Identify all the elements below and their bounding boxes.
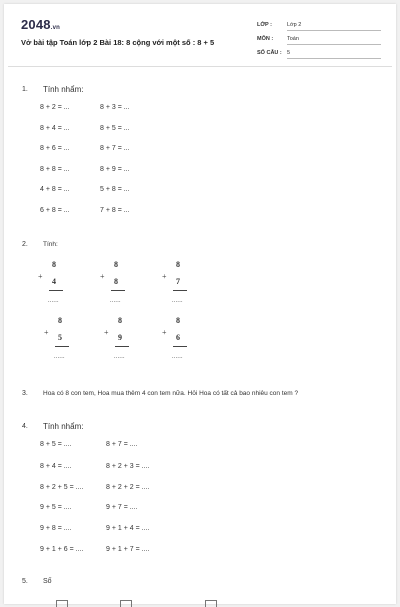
sum-line <box>173 290 187 291</box>
q1-problem: 8 + 3 = ... <box>100 104 130 111</box>
q1-problem: 7 + 8 = ... <box>100 207 130 214</box>
meta-class: LỚP : Lớp 2 <box>257 19 381 31</box>
q4-problem: 9 + 7 = .... <box>106 504 138 511</box>
q1-problem: 6 + 8 = ... <box>40 207 70 214</box>
sum-line <box>173 346 187 347</box>
header-divider <box>8 66 392 67</box>
q2-column-addition: + 8 7 ...... <box>162 258 192 312</box>
q4-problem: 8 + 2 + 3 = .... <box>106 463 150 470</box>
q5-number: 5. <box>22 578 28 585</box>
sum-line <box>115 346 129 347</box>
q1-number: 1. <box>22 86 28 93</box>
q4-problem: 8 + 4 = .... <box>40 463 72 470</box>
q2-column-addition: + 8 6 ...... <box>162 314 192 368</box>
sum-line <box>111 290 125 291</box>
q4-problem: 9 + 8 = .... <box>40 525 72 532</box>
sum-line <box>55 346 69 347</box>
worksheet-title: Vở bài tập Toán lớp 2 Bài 18: 8 cộng với một số : 8 + 5 <box>21 38 215 47</box>
q2-number: 2. <box>22 241 28 248</box>
q2-column-addition: + 8 8 ...... <box>100 258 130 312</box>
q1-problem: 8 + 2 = ... <box>40 104 70 111</box>
sum-line <box>49 290 63 291</box>
q4-problem: 8 + 5 = .... <box>40 441 72 448</box>
q4-problem: 9 + 1 + 4 = .... <box>106 525 150 532</box>
q4-problem: 8 + 2 + 5 = .... <box>40 484 84 491</box>
q3-prompt: Hoa có 8 con tem, Hoa mua thêm 4 con tem nữa. Hỏi Hoa có tất cả bao nhiêu con tem ? <box>43 390 299 397</box>
meta-question-count: SỐ CÂU : 5 <box>257 47 381 59</box>
q4-problem: 8 + 7 = .... <box>106 441 138 448</box>
q5-prompt: Số <box>43 578 52 585</box>
q2-column-addition: + 8 5 ...... <box>44 314 74 368</box>
q4-prompt: Tính nhẩm: <box>43 422 84 431</box>
q4-number: 4. <box>22 423 28 430</box>
q3-number: 3. <box>22 390 28 397</box>
answer-box <box>120 600 132 607</box>
q4-problem: 9 + 1 + 7 = .... <box>106 546 150 553</box>
q2-column-addition: + 8 4 ...... <box>38 258 68 312</box>
q1-problem: 8 + 9 = ... <box>100 166 130 173</box>
q1-problem: 5 + 8 = ... <box>100 186 130 193</box>
meta-subject: MÔN : Toán <box>257 33 381 45</box>
q2-prompt: Tính: <box>43 241 58 248</box>
q1-problem: 8 + 5 = ... <box>100 125 130 132</box>
q1-problem: 8 + 7 = ... <box>100 145 130 152</box>
q1-prompt: Tính nhẩm: <box>43 85 84 94</box>
q1-problem: 8 + 6 = ... <box>40 145 70 152</box>
q1-problem: 8 + 4 = ... <box>40 125 70 132</box>
worksheet-page <box>4 4 396 604</box>
q4-problem: 9 + 5 = .... <box>40 504 72 511</box>
q4-problem: 8 + 2 + 2 = .... <box>106 484 150 491</box>
q1-problem: 8 + 8 = ... <box>40 166 70 173</box>
q1-problem: 4 + 8 = ... <box>40 186 70 193</box>
brand-logo[interactable]: 2048.vn <box>21 17 61 32</box>
q2-column-addition: + 8 9 ...... <box>104 314 134 368</box>
answer-box <box>56 600 68 607</box>
q4-problem: 9 + 1 + 6 = .... <box>40 546 84 553</box>
answer-box <box>205 600 217 607</box>
